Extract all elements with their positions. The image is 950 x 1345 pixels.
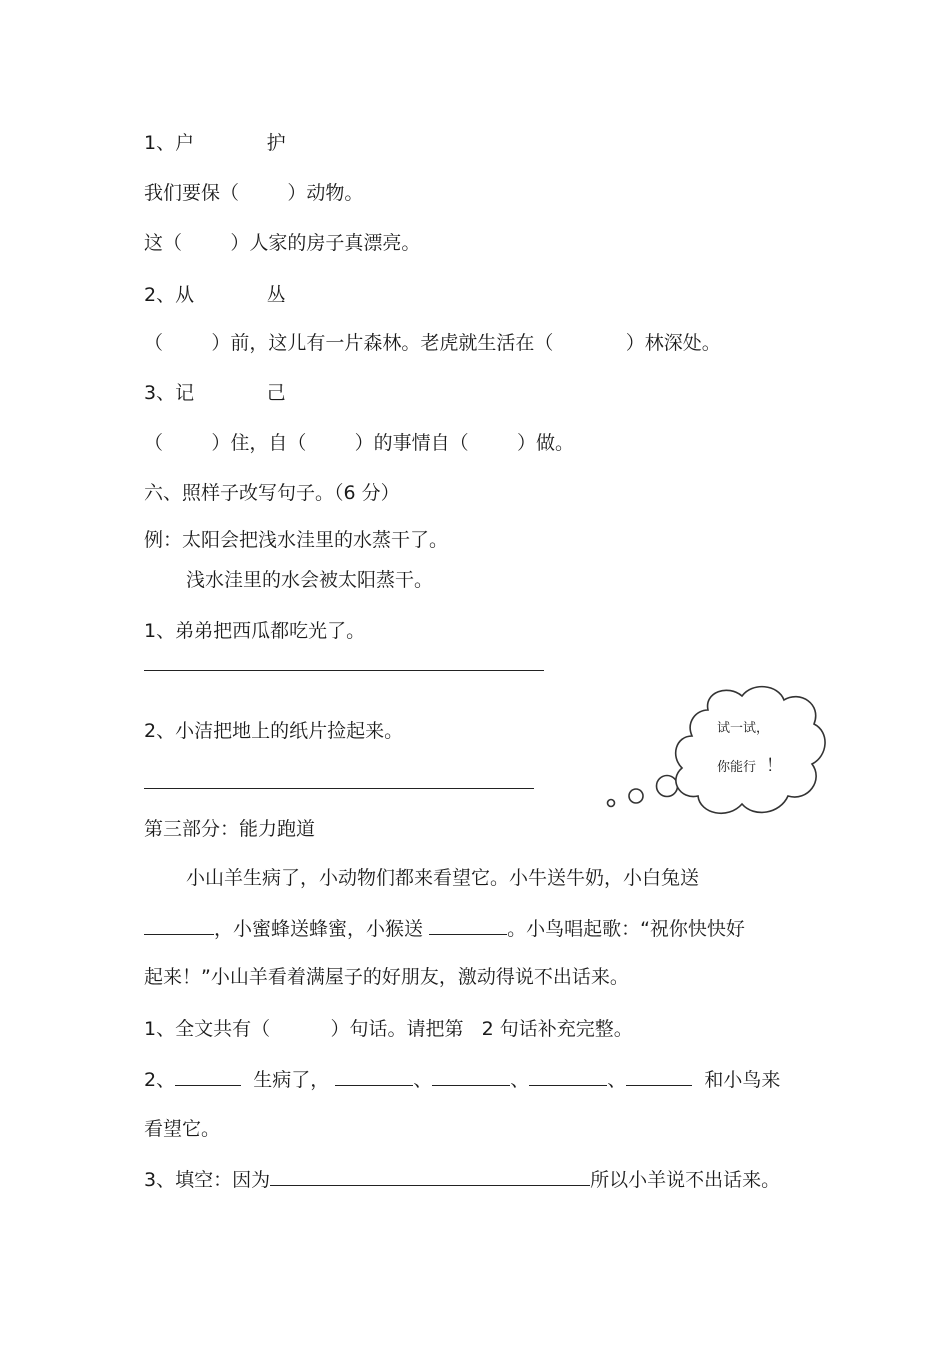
- q2-blank-sick[interactable]: [175, 1067, 241, 1086]
- q1-sentence-2: 这（ ）人家的房子真漂亮。: [144, 232, 421, 254]
- passage-blank-monkey[interactable]: [429, 916, 507, 935]
- passage-line-2: ，小蜜蜂送蜂蜜，小猴送 。小鸟唱起歌：“祝你快快好: [144, 916, 745, 941]
- q3-blank-reason[interactable]: [270, 1167, 590, 1186]
- example-answer: 浅水洼里的水会被太阳蒸干。: [186, 569, 434, 591]
- cloud-exclamation: ！: [766, 756, 783, 776]
- cloud-text-line-1: 试一试，: [717, 721, 770, 736]
- answer-line-1[interactable]: [144, 670, 544, 671]
- q2-blank-animal-1[interactable]: [335, 1067, 413, 1086]
- comprehension-q3: 3、填空：因为 所以小羊说不出话来。: [144, 1169, 781, 1191]
- q2-blank-animal-4[interactable]: [626, 1067, 692, 1086]
- q2-blank-animal-2[interactable]: [432, 1067, 510, 1086]
- comprehension-q2-cont: 看望它。: [144, 1118, 221, 1140]
- passage-line-1: 小山羊生病了，小动物们都来看望它。小牛送牛奶，小白兔送: [186, 867, 700, 889]
- q1-characters: 1、户 护: [144, 132, 286, 154]
- example-sentence: 例：太阳会把浅水洼里的水蒸干了。: [144, 529, 449, 551]
- q2-characters: 2、从 丛: [144, 284, 286, 306]
- comprehension-q1: 1、全文共有（ ）句话。请把第 2 句话补充完整。: [144, 1018, 633, 1040]
- answer-line-2[interactable]: [144, 788, 534, 789]
- thought-cloud-icon: [600, 680, 830, 830]
- q3-characters: 3、记 己: [144, 382, 286, 404]
- passage-blank-rabbit[interactable]: [144, 916, 214, 935]
- encouragement-cloud: [600, 680, 830, 830]
- passage-line-3: 起来！”小山羊看着满屋子的好朋友，激动得说不出话来。: [144, 966, 629, 988]
- comprehension-q2: 2、 生病了， 、 、 、 和小鸟来: [144, 1069, 781, 1091]
- q3-sentence: （ ）住，自（ ）的事情自（ ）做。: [144, 432, 574, 454]
- q2-blank-animal-3[interactable]: [529, 1067, 607, 1086]
- cloud-text-line-2: 你能行: [717, 760, 757, 775]
- rewrite-q1: 1、弟弟把西瓜都吃光了。: [144, 620, 366, 642]
- q1-sentence-1: 我们要保（ ）动物。: [144, 182, 364, 204]
- rewrite-q2: 2、小洁把地上的纸片捡起来。: [144, 720, 404, 742]
- part-three-heading: 第三部分：能力跑道: [144, 818, 316, 840]
- section-six-heading: 六、照样子改写句子。（6 分）: [144, 482, 400, 504]
- q2-sentence: （ ）前，这儿有一片森林。老虎就生活在（ ）林深处。: [144, 332, 721, 354]
